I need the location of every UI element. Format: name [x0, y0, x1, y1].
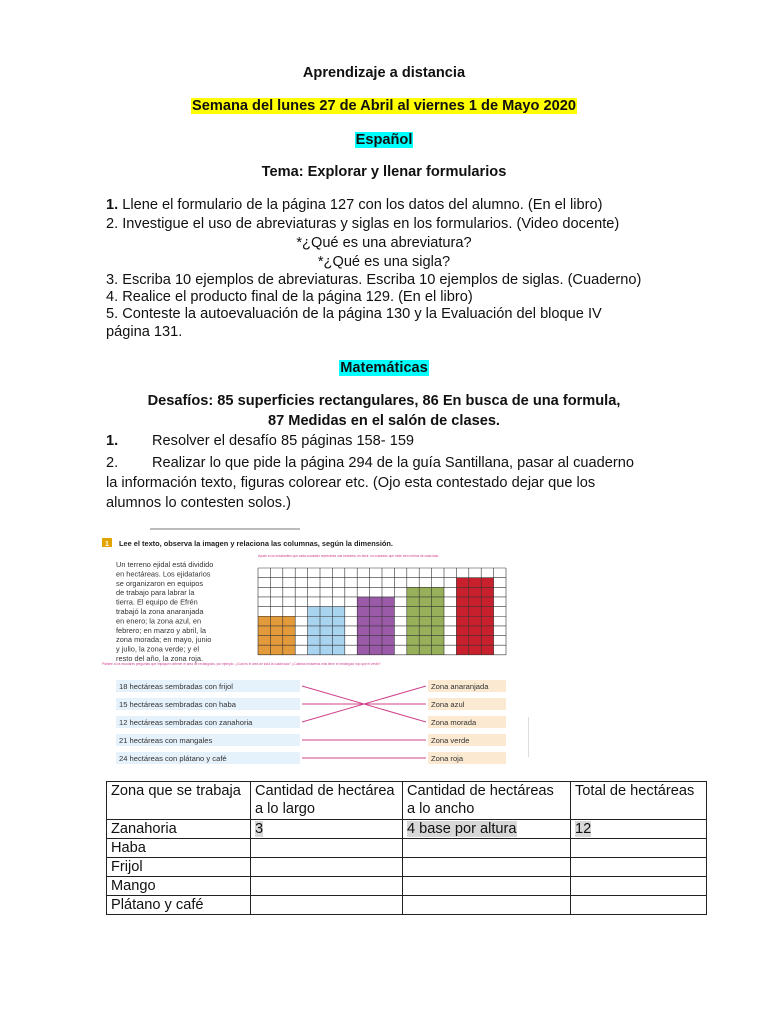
right-item: Zona morada — [431, 718, 477, 727]
cell-zona: Frijol — [107, 858, 251, 877]
cell-ancho[interactable] — [403, 839, 571, 858]
header-total: Total de hectáreas — [571, 782, 707, 820]
story-line: en hectáreas. Los ejidatarios — [116, 569, 211, 579]
cell-largo — [251, 820, 403, 839]
story-line: trabajó la zona anaranjada — [116, 607, 204, 616]
right-item: Zona roja — [431, 754, 464, 763]
title-text: Aprendizaje a distancia — [302, 65, 466, 81]
espanol-item-4: 4. Realice el producto final de la página 129. (En el libro) — [106, 289, 473, 305]
story-line: y julio, la zona verde; y el — [116, 644, 199, 654]
right-item: Zona azul — [431, 700, 465, 709]
right-item: Zona verde — [431, 736, 470, 745]
challenges-line-2: 87 Medidas en el salón de clases. — [268, 413, 500, 429]
cell-ancho[interactable] — [403, 896, 571, 915]
badge-text: 1 — [105, 541, 109, 548]
header-largo: Cantidad de hectárea a lo largo — [251, 782, 403, 820]
textbook-figure — [95, 525, 535, 770]
espanol-item-1 — [106, 196, 603, 214]
cell-zona: Plátano y café — [107, 896, 251, 915]
cell-value: 12 — [575, 821, 592, 837]
header-ancho: Cantidad de hectáreas a lo ancho — [403, 782, 571, 820]
espanol-item-2: 2. Investigue el uso de abreviaturas y siglas en los formularios. (Video docente) — [106, 216, 620, 232]
step-number: 1. — [106, 433, 119, 449]
math-step-2-cont-1: la información texto, figuras colorear etc. (Ojo esta contestado dejar que los — [106, 475, 596, 491]
subject-espanol — [0, 131, 768, 149]
bar-zona-azul — [308, 607, 345, 655]
left-item: 18 hectáreas sembradas con frijol — [119, 682, 233, 691]
story-line: resto del año, la zona roja. — [116, 654, 204, 663]
cell-value: 3 — [255, 821, 264, 837]
step-text: Realizar lo que pide la página 294 de la guía Santillana, pasar al cuaderno — [152, 455, 634, 471]
table-row — [107, 858, 707, 877]
story-line: tierra. El equipo de Efrén — [116, 597, 198, 607]
story-line: zona morada; en mayo, junio — [116, 635, 212, 645]
table-row — [107, 839, 707, 858]
subject-matematicas-text: Matemáticas — [340, 360, 428, 376]
cell-total — [571, 820, 707, 839]
challenges-line-1: Desafíos: 85 superficies rectangulares, 86 En busca de una formula, — [147, 393, 621, 409]
left-item: 21 hectáreas con mangales — [119, 736, 213, 745]
cell-zona: Mango — [107, 877, 251, 896]
cell-zona: Zanahoria — [107, 820, 251, 839]
cell-value: 4 base por altura — [407, 821, 517, 837]
cell-ancho[interactable] — [403, 858, 571, 877]
hectare-grid — [258, 568, 506, 655]
story-line: de trabajo para labrar la — [116, 588, 195, 598]
cell-largo[interactable] — [251, 877, 403, 896]
step-number: 2. — [106, 455, 119, 471]
top-rule — [150, 528, 300, 530]
hectares-table — [106, 781, 707, 915]
cell-largo[interactable] — [251, 896, 403, 915]
story-line: Un terreno ejidal está dividido — [116, 560, 214, 569]
header-zona: Zona que se trabaja — [107, 782, 251, 820]
story-line: febrero; en marzo y abril, la — [116, 625, 206, 635]
cell-total[interactable] — [571, 896, 707, 915]
cell-zona: Haba — [107, 839, 251, 858]
espanol-item-5: 5. Conteste la autoevaluación de la página 130 y la Evaluación del bloque IV — [106, 306, 602, 322]
textbook-image — [95, 525, 535, 770]
bar-zona-verde — [407, 587, 444, 655]
math-step-2 — [106, 454, 634, 472]
item-text: Llene el formulario de la página 127 con los datos del alumno. (En el libro) — [118, 197, 603, 213]
question-abreviatura: *¿Qué es una abreviatura? — [296, 235, 472, 251]
instruction-text: Lee el texto, observa la imagen y relaciona las columnas, según la dimensión. — [119, 539, 393, 548]
right-item: Zona anaranjada — [431, 682, 489, 691]
scan-edge — [528, 717, 529, 757]
espanol-item-3: 3. Escriba 10 ejemplos de abreviaturas. Escriba 10 ejemplos de siglas. (Cuaderno) — [106, 272, 642, 288]
note-bottom: Plantee a los escolares preguntas que impliquen obtener el área de rectángulos, por ejemplo: ¿Cuál es el área de toda la cuadrícula? ¿Cuántas hectáreas más tiene el rectángulo rojo que el verde? — [102, 662, 381, 666]
math-step-1 — [106, 432, 415, 450]
story-line: se organizaron en equipos — [116, 578, 204, 588]
subject-espanol-text: Español — [355, 132, 413, 148]
cell-largo[interactable] — [251, 858, 403, 877]
cell-ancho — [403, 820, 571, 839]
document-title — [0, 64, 768, 82]
left-item: 24 hectáreas con plátano y café — [119, 754, 227, 763]
step-text: Resolver el desafío 85 páginas 158- 159 — [152, 433, 415, 449]
story-text — [116, 560, 213, 663]
left-item: 15 hectáreas sembradas con haba — [119, 700, 236, 709]
note-top: Ayude a los estudiantes que cada cuadrado representa una hectárea, es decir, un cuadrado que mide cien metros de cada lado. — [258, 554, 440, 558]
item-number: 1. — [106, 197, 119, 213]
week-line — [0, 97, 768, 115]
math-step-2-cont-2: alumnos lo contesten solos.) — [106, 495, 291, 511]
espanol-item-5-cont: página 131. — [106, 324, 183, 340]
left-item: 12 hectáreas sembradas con zanahoria — [119, 718, 253, 727]
cell-ancho[interactable] — [403, 877, 571, 896]
story-line: en enero; la zona azul, en — [116, 616, 202, 626]
table-row — [107, 896, 707, 915]
cell-largo[interactable] — [251, 839, 403, 858]
cell-total[interactable] — [571, 839, 707, 858]
topic-line: Tema: Explorar y llenar formularios — [261, 164, 507, 180]
week-text: Semana del lunes 27 de Abril al viernes 1 de Mayo 2020 — [192, 98, 576, 114]
question-sigla: *¿Qué es una sigla? — [317, 254, 451, 270]
matching-columns — [116, 680, 506, 764]
table-header-row — [107, 782, 707, 820]
table-row — [107, 820, 707, 839]
table-row — [107, 877, 707, 896]
cell-total[interactable] — [571, 858, 707, 877]
subject-matematicas — [0, 359, 768, 377]
cell-total[interactable] — [571, 877, 707, 896]
